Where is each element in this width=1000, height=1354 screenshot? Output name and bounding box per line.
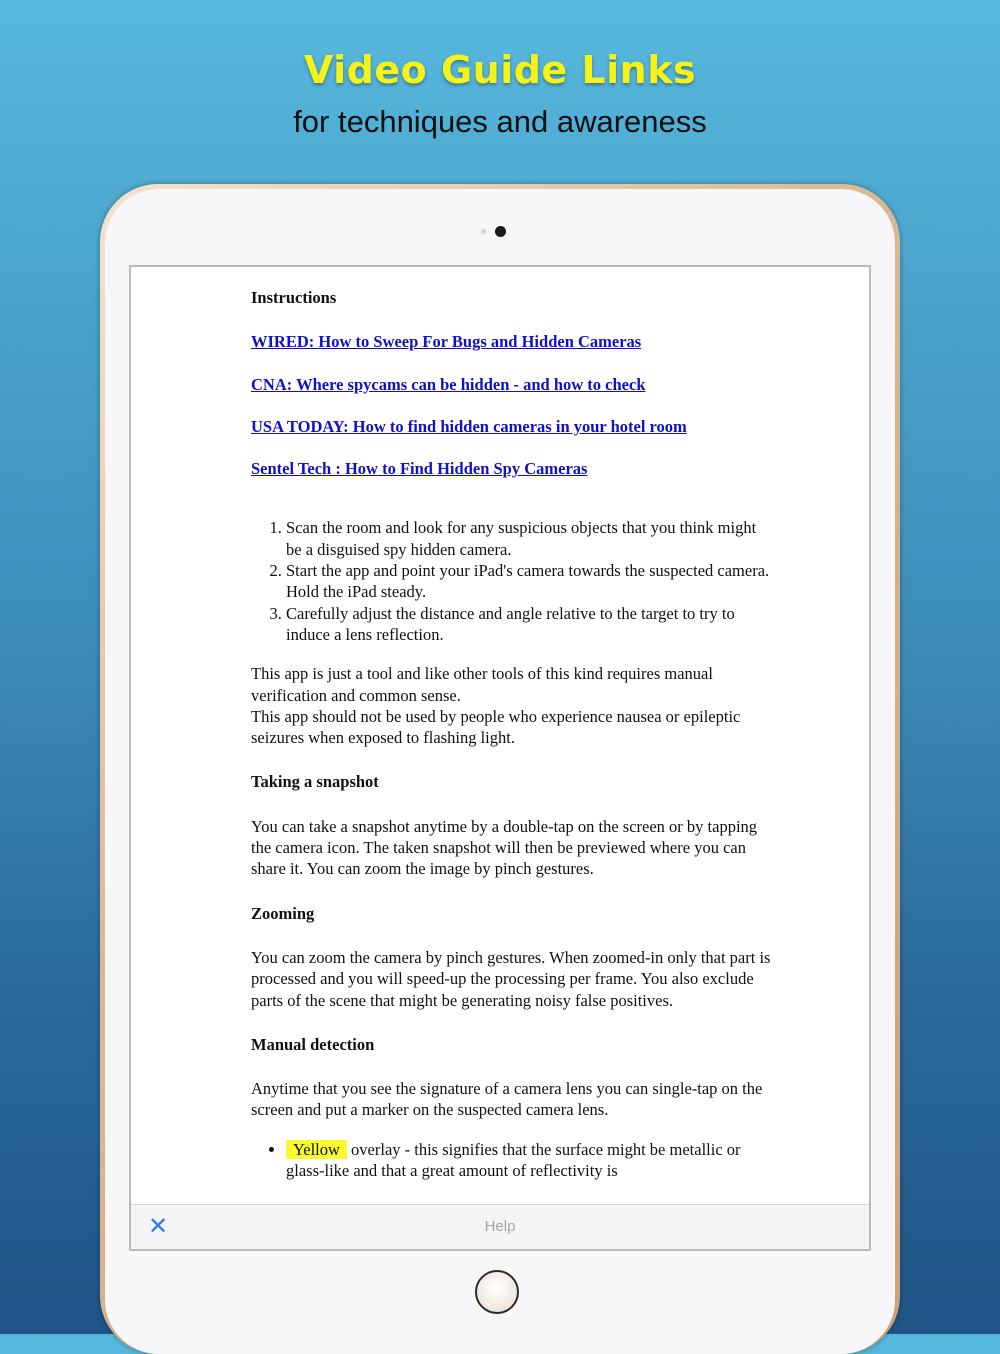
home-button[interactable] — [475, 1270, 519, 1314]
close-icon[interactable]: ✕ — [147, 1212, 169, 1240]
snapshot-text: You can take a snapshot anytime by a double-tap on the screen or by tapping the camera icon. The taken snapshot will then be previewed where you can share it. You can zoom the image by pinch gestures. — [251, 816, 758, 879]
yellow-overlay-text: overlay - this signifies that the surface might be metallic or glass-like and that a great amount of reflectivity is — [286, 1139, 741, 1181]
promo-subtitle: for techniques and awareness — [293, 104, 707, 139]
step-item: 2. Start the app and point your iPad's camera towards the suspected camera. Hold the iPad steady. — [286, 560, 771, 603]
disclaimer-seizure: This app should not be used by people who experience nausea or epileptic seizures when exposed to flashing light. — [251, 706, 741, 748]
heading-instructions: Instructions — [251, 288, 337, 307]
list-item — [286, 1139, 771, 1182]
promo-title: Video Guide Links — [303, 48, 697, 92]
yellow-highlight-label: Yellow — [286, 1140, 347, 1159]
zooming-text: You can zoom the camera by pinch gestures. When zoomed-in only that part is processed and you will speed-up the processing per frame. You also exclude parts of the scene that might be generating noisy false positives. — [251, 947, 771, 1010]
manual-detection-text: Anytime that you see the signature of a camera lens you can single-tap on the screen and put a marker on the suspected camera lens. — [251, 1079, 763, 1120]
overlay-legend-list — [251, 1139, 771, 1182]
instruction-steps — [251, 517, 771, 645]
help-screen — [129, 265, 871, 1251]
ipad-bezel — [105, 189, 895, 1354]
heading-manual-detection: Manual detection — [251, 1034, 375, 1054]
step-item: 1. Scan the room and look for any suspicious objects that you think might be a disguised spy hidden camera. — [286, 517, 771, 560]
link-cna[interactable]: CNA: Where spycams can be hidden - and how to check — [251, 374, 646, 394]
heading-snapshot: Taking a snapshot — [251, 772, 379, 792]
heading-zooming: Zooming — [251, 903, 315, 923]
help-document — [251, 287, 771, 1181]
front-camera — [495, 226, 506, 237]
link-sentel-tech[interactable]: Sentel Tech : How to Find Hidden Spy Cameras — [251, 459, 588, 479]
front-sensor — [481, 229, 486, 234]
link-wired[interactable]: WIRED: How to Sweep For Bugs and Hidden Cameras — [251, 332, 642, 352]
step-item: 3. Carefully adjust the distance and angle relative to the target to try to induce a lens reflection. — [286, 603, 771, 646]
ipad-device-frame — [100, 184, 900, 1354]
link-usa-today[interactable]: USA TODAY: How to find hidden cameras in your hotel room — [251, 416, 687, 436]
toolbar-title: Help — [484, 1218, 516, 1235]
bottom-toolbar — [131, 1204, 869, 1249]
disclaimer-tool: This app is just a tool and like other tools of this kind requires manual verification and common sense. — [251, 664, 713, 705]
